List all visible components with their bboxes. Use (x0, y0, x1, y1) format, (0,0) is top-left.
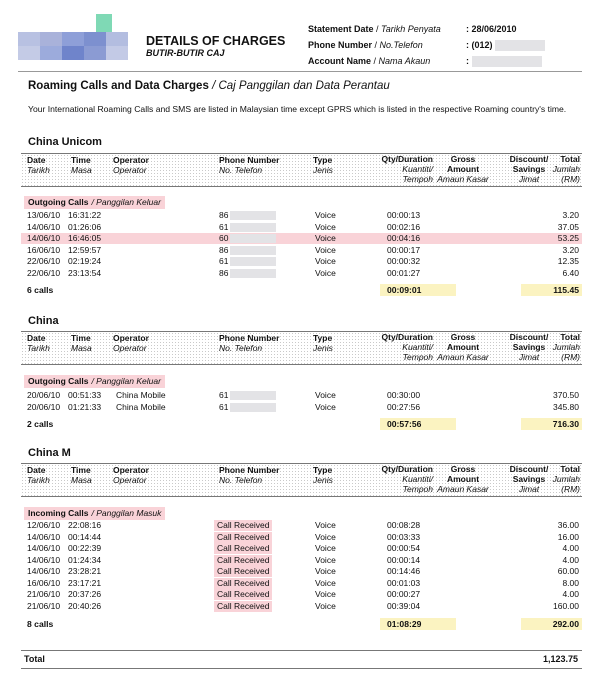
col-gross-text: Amount (446, 474, 480, 484)
cell-type: Voice (315, 256, 336, 266)
table-row (21, 578, 582, 589)
col-discount-text: Savings (512, 164, 546, 174)
col-date-text: Tarikh (27, 475, 50, 485)
cell-date: 20/06/10 (27, 401, 61, 412)
col-total-text: Total (560, 332, 580, 342)
col-operator-header (113, 155, 193, 175)
cell-date: 14/06/10 (27, 543, 61, 553)
total-duration: 00:09:01 (387, 285, 422, 295)
col-type-text: Jenis (313, 343, 333, 353)
col-phone-text: Phone Number (219, 465, 280, 475)
col-total-header (536, 332, 580, 362)
calls-count: 2 calls (27, 419, 54, 429)
col-discount-text: Jimat (518, 352, 540, 362)
redacted-number (230, 269, 276, 278)
table-header (21, 463, 582, 497)
col-phone-text: No. Telefon (219, 343, 263, 353)
col-date-text: Tarikh (27, 343, 50, 353)
col-operator-text: Operator (113, 475, 147, 485)
col-operator-text: Operator (113, 343, 147, 353)
cell-time: 01:26:06 (68, 221, 102, 232)
redacted-number (230, 246, 276, 255)
table-row (21, 210, 582, 221)
col-total-text: Total (560, 154, 580, 164)
cell-time: 16:31:22 (68, 210, 102, 220)
col-type-text: Type (313, 333, 333, 343)
cell-phone (219, 256, 276, 267)
document-title: DETAILS OF CHARGES (146, 34, 286, 48)
cell-date: 14/06/10 (27, 531, 61, 542)
col-phone-header (219, 333, 319, 353)
table-row (21, 543, 582, 554)
col-operator-text: Operator (113, 465, 149, 475)
redacted-number (230, 223, 276, 232)
cell-duration: 00:00:27 (387, 589, 421, 599)
cell-type: Voice (315, 566, 336, 576)
section-title: Roaming Calls and Data Charges / Caj Panggilan dan Data Perantau (28, 80, 390, 92)
cell-date: 14/06/10 (27, 566, 61, 576)
category-tag (24, 375, 165, 388)
cell-phone: Call Received (214, 520, 272, 531)
table-row (21, 256, 582, 267)
table-header (21, 153, 582, 187)
col-date-header (27, 155, 67, 175)
col-qty-text: Kuantiti/ (402, 474, 433, 484)
cell-phone: Call Received (214, 601, 272, 612)
table-row (21, 555, 582, 566)
group-total-row (21, 284, 582, 296)
total-amount: 292.00 (552, 619, 579, 629)
cell-type: Voice (315, 543, 336, 553)
cell-phone: Call Received (214, 566, 272, 577)
phone-prefix: 86 (219, 267, 229, 278)
cell-operator: China Mobile (116, 401, 166, 412)
col-date-text: Date (27, 465, 46, 475)
phone-prefix: 61 (219, 390, 229, 400)
cell-total: 6.40 (562, 267, 579, 278)
table-row (21, 520, 582, 531)
category-tag (24, 507, 165, 520)
col-operator-header (113, 333, 193, 353)
phone-prefix: 61 (219, 221, 229, 232)
col-qty-header (365, 464, 433, 494)
col-qty-text: Tempoh (402, 174, 433, 184)
redacted-number (230, 391, 276, 400)
cell-duration: 00:04:16 (387, 233, 421, 243)
col-qty-text: Qty/Duration (381, 464, 433, 474)
header-divider (18, 71, 582, 72)
document-subtitle: BUTIR-BUTIR CAJ (146, 48, 225, 58)
total-duration: 00:57:56 (387, 419, 422, 429)
cell-date: 21/06/10 (27, 589, 61, 599)
cell-date: 16/06/10 (27, 577, 61, 588)
category-label-ms: / Panggilan Keluar (91, 376, 161, 386)
cell-phone (219, 233, 276, 244)
cell-duration: 00:27:56 (387, 401, 421, 412)
col-operator-text: Operator (113, 155, 149, 165)
cell-total: 345.80 (553, 401, 579, 412)
cell-type: Voice (315, 520, 336, 530)
calls-count: 6 calls (27, 285, 54, 295)
table-row (21, 222, 582, 233)
cell-type: Voice (315, 244, 336, 255)
col-qty-text: Qty/Duration (381, 332, 433, 342)
col-discount-text: Savings (512, 342, 546, 352)
col-qty-text: Qty/Duration (381, 154, 433, 164)
category-tag (24, 196, 165, 209)
cell-total: 370.50 (553, 390, 579, 400)
group-name: China M (28, 447, 71, 459)
cell-time: 12:59:57 (68, 244, 102, 255)
cell-duration: 00:08:28 (387, 520, 421, 530)
col-qty-header (365, 154, 433, 184)
redacted-number (230, 257, 276, 266)
category-label: Incoming Calls (28, 508, 89, 518)
col-discount-text: Discount/ (509, 332, 549, 342)
table-row (21, 390, 582, 401)
cell-duration: 00:02:16 (387, 221, 421, 232)
cell-type: Voice (315, 221, 336, 232)
cell-total: 3.20 (562, 244, 579, 255)
cell-type: Voice (315, 531, 336, 542)
col-gross-text: Gross (450, 154, 476, 164)
col-gross-text: Gross (450, 464, 476, 474)
col-time-header (71, 333, 111, 353)
grand-total-row (21, 650, 582, 669)
cell-time: 00:22:39 (68, 543, 102, 553)
col-gross-text: Gross (450, 332, 476, 342)
total-duration: 01:08:29 (387, 619, 422, 629)
group-total-row (21, 418, 582, 430)
col-discount-text: Discount/ (509, 464, 549, 474)
cell-date: 22/06/10 (27, 256, 61, 266)
table-row (21, 245, 582, 256)
cell-duration: 00:00:17 (387, 244, 421, 255)
col-type-header (313, 155, 353, 175)
cell-phone: Call Received (214, 578, 272, 589)
cell-phone (219, 222, 276, 233)
cell-duration: 00:39:04 (387, 600, 421, 611)
col-qty-text: Kuantiti/ (402, 342, 433, 352)
statement-date-label: Statement Date / Tarikh Penyata (308, 24, 441, 34)
group-name: China Unicom (28, 136, 102, 148)
col-total-header (536, 154, 580, 184)
cell-type: Voice (315, 600, 336, 611)
col-phone-text: No. Telefon (219, 475, 263, 485)
col-date-header (27, 465, 67, 485)
cell-duration: 00:00:54 (387, 543, 421, 553)
phone-prefix: 60 (219, 233, 229, 243)
col-type-text: Jenis (313, 165, 333, 175)
cell-type: Voice (315, 267, 336, 278)
cell-time: 01:21:33 (68, 401, 102, 412)
col-time-header (71, 465, 111, 485)
cell-date: 13/06/10 (27, 210, 61, 220)
col-total-text: Jumlah (552, 474, 580, 484)
table-row (21, 402, 582, 413)
cell-total: 36.00 (557, 520, 579, 530)
col-type-text: Type (313, 465, 333, 475)
cell-phone: Call Received (214, 532, 272, 543)
cell-phone (219, 245, 276, 256)
total-amount: 716.30 (552, 419, 579, 429)
cell-time: 16:46:05 (68, 233, 102, 243)
col-operator-text: Operator (113, 165, 147, 175)
grand-total-value: 1,123.75 (542, 654, 578, 664)
cell-type: Voice (315, 577, 336, 588)
cell-duration: 00:03:33 (387, 531, 421, 542)
col-time-text: Time (71, 465, 91, 475)
col-qty-text: Kuantiti/ (402, 164, 433, 174)
redacted-number (230, 211, 276, 220)
col-time-header (71, 155, 111, 175)
col-discount-text: Discount/ (509, 154, 549, 164)
cell-time: 23:13:54 (68, 267, 102, 278)
col-time-text: Masa (71, 475, 92, 485)
company-logo (18, 14, 128, 60)
cell-time: 20:37:26 (68, 589, 102, 599)
col-total-header (536, 464, 580, 494)
col-total-text: (RM) (561, 174, 580, 184)
calls-count: 8 calls (27, 619, 54, 629)
cell-time: 00:51:33 (68, 390, 102, 400)
cell-total: 37.05 (557, 221, 579, 232)
cell-phone: Call Received (214, 589, 272, 600)
phone-prefix: 61 (219, 401, 229, 412)
cell-duration: 00:14:46 (387, 566, 421, 576)
group-total-row (21, 618, 582, 630)
category-label-ms: / Panggilan Keluar (91, 197, 161, 207)
col-date-text: Date (27, 155, 46, 165)
col-discount-text: Savings (512, 474, 546, 484)
total-amount: 115.45 (553, 285, 579, 295)
col-time-text: Masa (71, 343, 92, 353)
cell-type: Voice (315, 233, 336, 243)
col-operator-header (113, 465, 193, 485)
col-phone-text: Phone Number (219, 155, 280, 165)
cell-date: 22/06/10 (27, 267, 61, 278)
phone-prefix: 86 (219, 244, 229, 255)
col-gross-text: Amount (446, 342, 480, 352)
col-total-text: Jumlah (552, 342, 580, 352)
category-label: Outgoing Calls (28, 376, 89, 386)
col-time-text: Time (71, 333, 91, 343)
cell-type: Voice (315, 210, 336, 220)
col-type-header (313, 333, 353, 353)
cell-time: 20:40:26 (68, 600, 102, 611)
table-row (21, 233, 582, 244)
col-total-text: Total (560, 464, 580, 474)
cell-date: 16/06/10 (27, 244, 61, 255)
cell-duration: 00:01:27 (387, 267, 421, 278)
table-row (21, 601, 582, 612)
col-total-text: (RM) (561, 484, 580, 494)
section-intro: Your International Roaming Calls and SMS are listed in Malaysian time except GPRS which is listed in the respective Roaming country's time. (28, 104, 567, 114)
col-phone-header (219, 155, 319, 175)
table-row (21, 589, 582, 600)
cell-phone (219, 210, 276, 221)
phone-prefix: 61 (219, 256, 229, 266)
col-date-header (27, 333, 67, 353)
cell-operator: China Mobile (116, 390, 166, 400)
col-qty-header (365, 332, 433, 362)
cell-total: 12.35 (557, 256, 579, 266)
col-operator-text: Operator (113, 333, 149, 343)
grand-total-label: Total (24, 654, 45, 664)
cell-type: Voice (315, 554, 336, 565)
col-gross-text: Amaun Kasar (437, 174, 489, 184)
col-qty-text: Tempoh (402, 484, 433, 494)
cell-duration: 00:01:03 (387, 577, 421, 588)
cell-total: 53.25 (557, 233, 579, 243)
category-label: Outgoing Calls (28, 197, 89, 207)
cell-total: 160.00 (553, 600, 579, 611)
cell-duration: 00:30:00 (387, 390, 421, 400)
col-time-text: Masa (71, 165, 92, 175)
cell-date: 20/06/10 (27, 390, 61, 400)
cell-time: 22:08:16 (68, 520, 102, 530)
cell-total: 60.00 (557, 566, 579, 576)
col-type-text: Type (313, 155, 333, 165)
cell-total: 3.20 (562, 210, 579, 220)
cell-total: 4.00 (562, 589, 579, 599)
table-row (21, 268, 582, 279)
account-name-value: : (466, 56, 542, 67)
col-date-text: Date (27, 333, 46, 343)
table-row (21, 532, 582, 543)
col-phone-text: Phone Number (219, 333, 280, 343)
cell-time: 23:17:21 (68, 577, 102, 588)
col-total-text: (RM) (561, 352, 580, 362)
cell-total: 16.00 (557, 531, 579, 542)
cell-duration: 00:00:32 (387, 256, 421, 266)
category-label-ms: / Panggilan Masuk (91, 508, 162, 518)
redacted-number (230, 234, 276, 243)
cell-time: 23:28:21 (68, 566, 102, 576)
account-name-label: Account Name / Nama Akaun (308, 56, 431, 66)
col-gross-text: Amaun Kasar (437, 484, 489, 494)
col-type-text: Jenis (313, 475, 333, 485)
cell-phone (219, 390, 276, 401)
col-gross-text: Amount (446, 164, 480, 174)
cell-duration: 00:00:14 (387, 554, 421, 565)
cell-phone: Call Received (214, 555, 272, 566)
col-phone-header (219, 465, 319, 485)
cell-total: 8.00 (562, 577, 579, 588)
cell-time: 01:24:34 (68, 554, 102, 565)
cell-total: 4.00 (562, 543, 579, 553)
cell-date: 14/06/10 (27, 221, 61, 232)
col-type-header (313, 465, 353, 485)
cell-total: 4.00 (562, 554, 579, 565)
cell-date: 14/06/10 (27, 233, 61, 243)
statement-date-value: : 28/06/2010 (466, 24, 517, 34)
cell-time: 00:14:44 (68, 531, 102, 542)
phone-prefix: 86 (219, 210, 229, 220)
cell-type: Voice (315, 390, 336, 400)
cell-type: Voice (315, 401, 336, 412)
cell-phone: Call Received (214, 543, 272, 554)
redacted-number (230, 403, 276, 412)
cell-type: Voice (315, 589, 336, 599)
col-date-text: Tarikh (27, 165, 50, 175)
phone-number-value: : (012) (466, 40, 545, 51)
cell-date: 14/06/10 (27, 554, 61, 565)
cell-phone (219, 268, 276, 279)
cell-date: 21/06/10 (27, 600, 61, 611)
table-row (21, 566, 582, 577)
col-gross-text: Amaun Kasar (437, 352, 489, 362)
col-phone-text: No. Telefon (219, 165, 263, 175)
table-header (21, 331, 582, 365)
cell-time: 02:19:24 (68, 256, 102, 266)
col-qty-text: Tempoh (402, 352, 433, 362)
col-discount-text: Jimat (518, 174, 540, 184)
col-total-text: Jumlah (552, 164, 580, 174)
cell-phone (219, 402, 276, 413)
col-time-text: Time (71, 155, 91, 165)
cell-date: 12/06/10 (27, 520, 61, 530)
col-discount-text: Jimat (518, 484, 540, 494)
phone-number-label: Phone Number / No.Telefon (308, 40, 423, 50)
cell-duration: 00:00:13 (387, 210, 421, 220)
group-name: China (28, 315, 59, 327)
